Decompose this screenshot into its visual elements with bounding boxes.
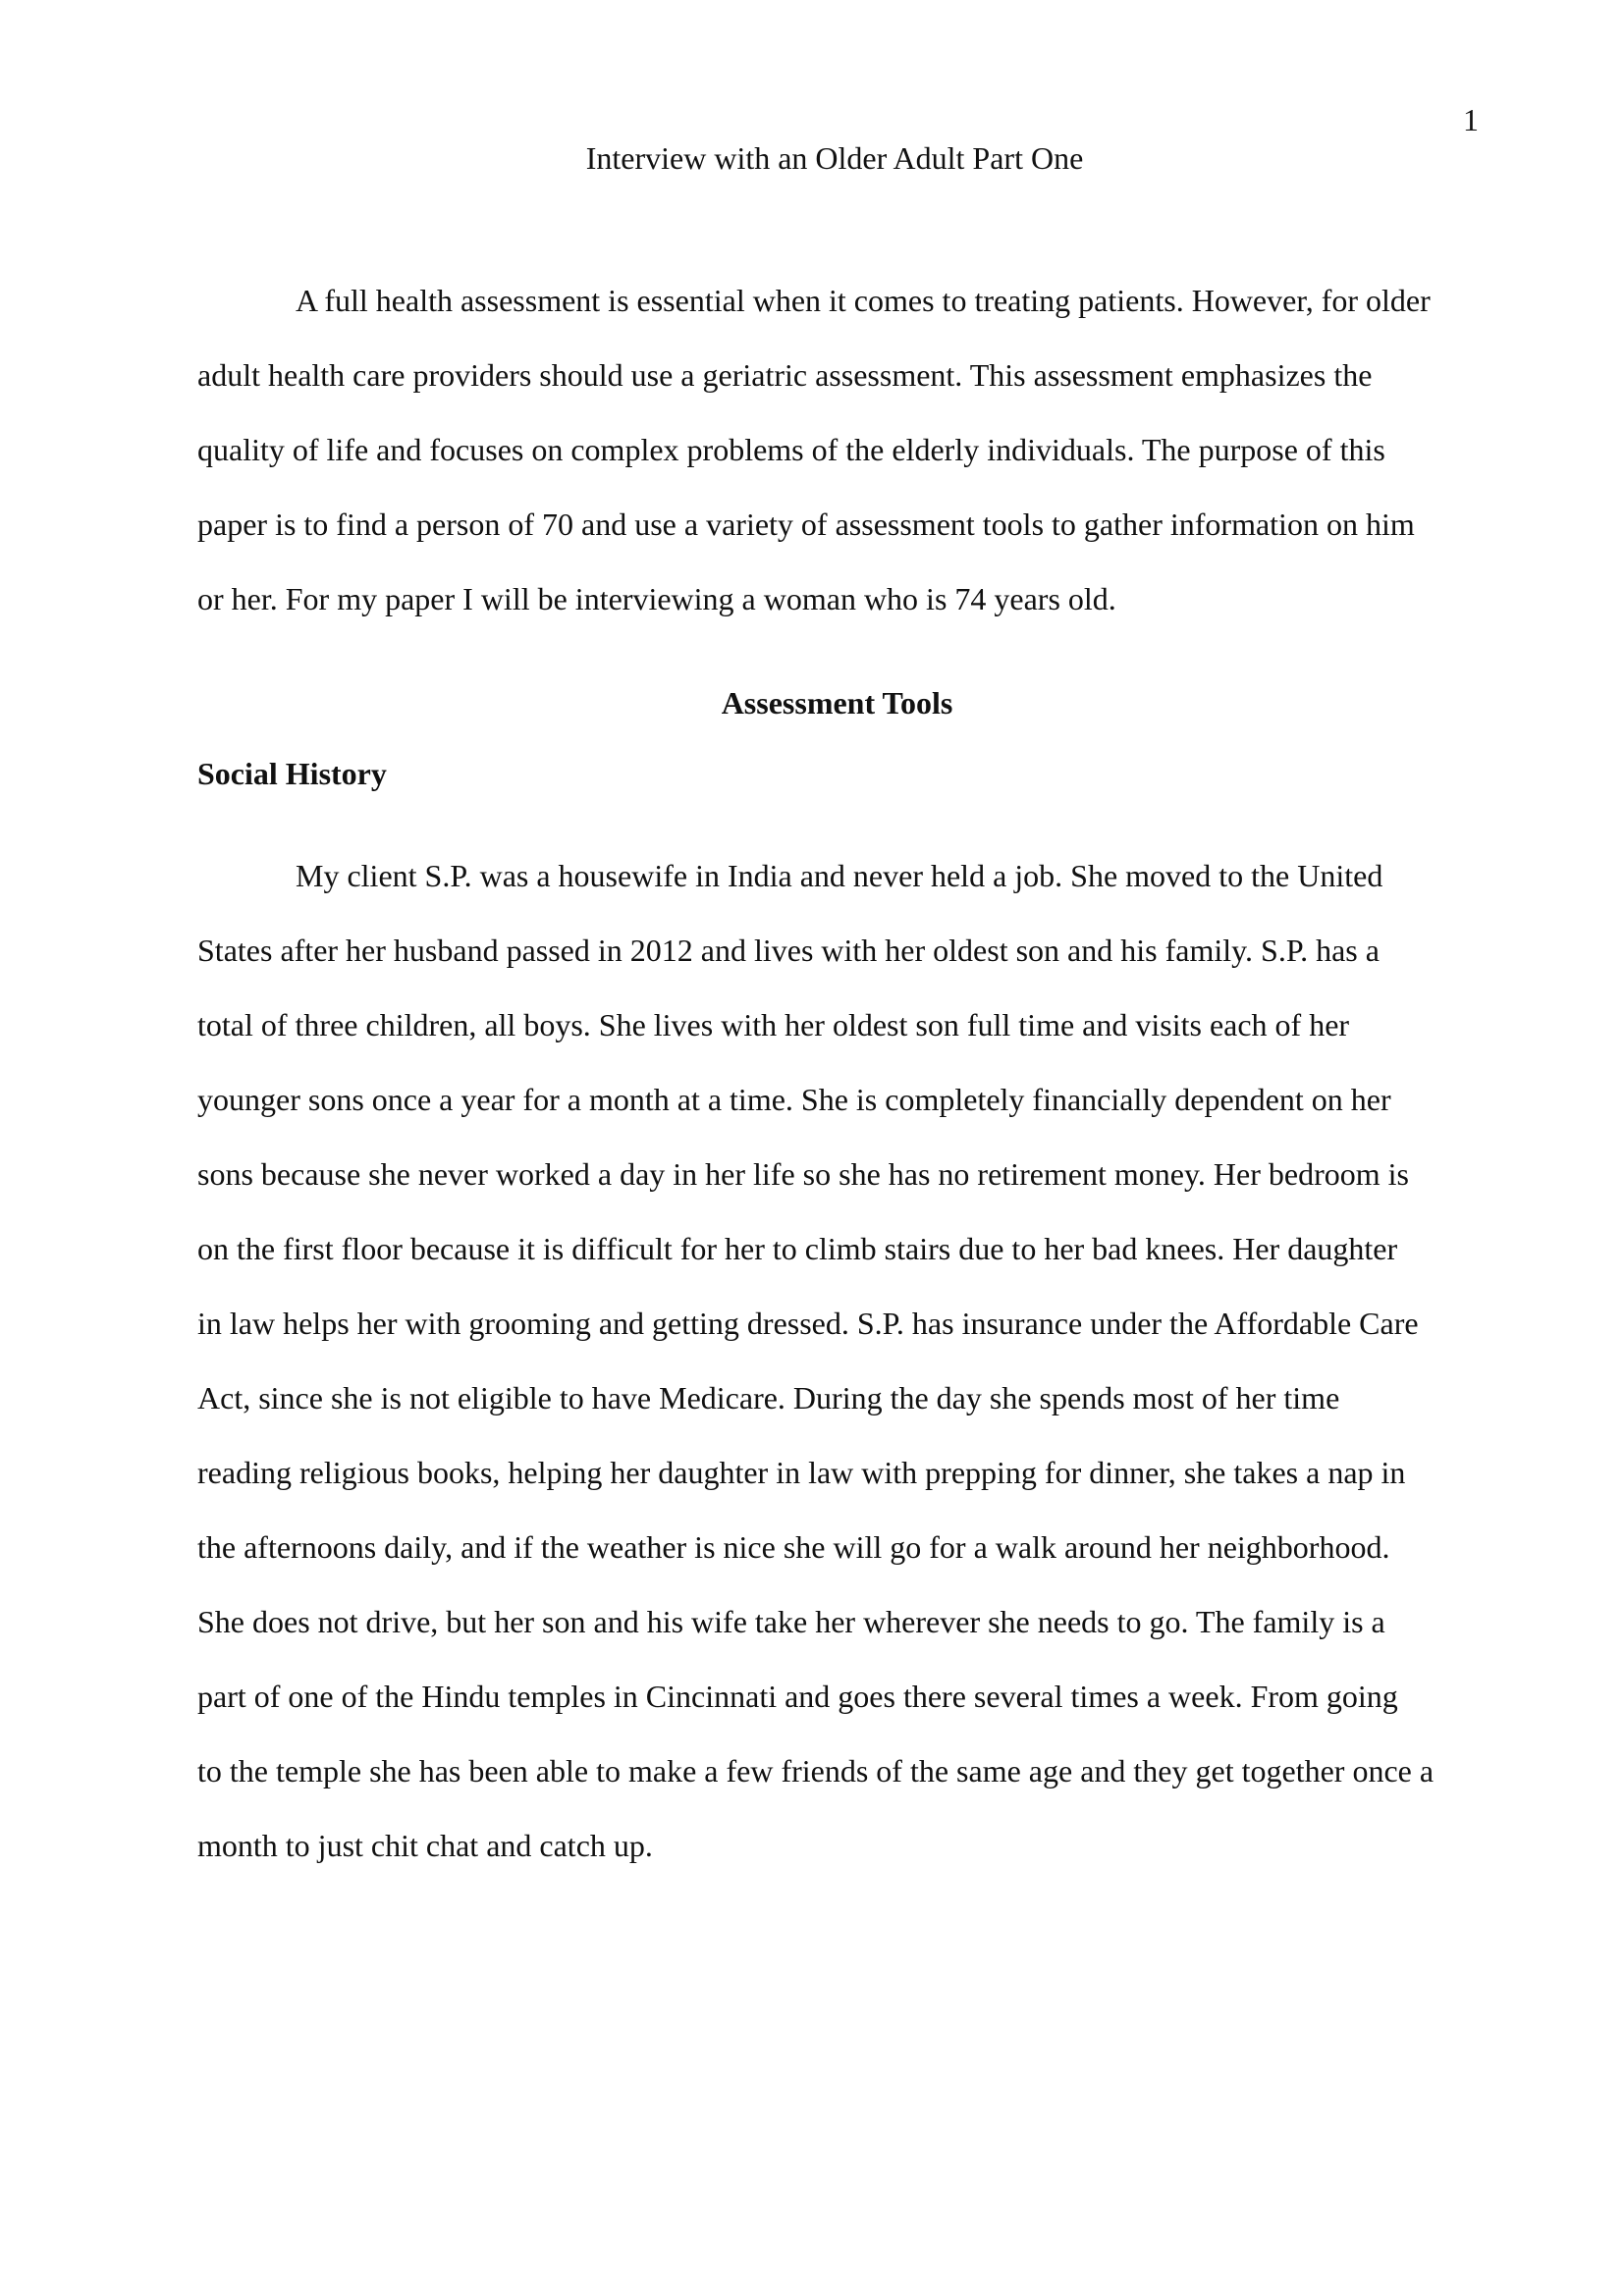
intro-paragraph: [197, 281, 1503, 654]
paragraph-line: adult health care providers should use a geriatric assessment. This assessment emphasizes the: [197, 357, 1373, 393]
paragraph-line: in law helps her with grooming and getting dressed. S.P. has insurance under the Affordable Care: [197, 1306, 1419, 1341]
paragraph-line: paper is to find a person of 70 and use a variety of assessment tools to gather information on him: [197, 507, 1415, 542]
page-number: 1: [1463, 102, 1479, 137]
social-history-paragraph: [197, 856, 1503, 1900]
paragraph-line: part of one of the Hindu temples in Cincinnati and goes there several times a week. From going: [197, 1679, 1398, 1714]
paragraph-line: on the first floor because it is difficult for her to climb stairs due to her bad knees. Her daughter: [197, 1231, 1398, 1266]
paragraph-line: A full health assessment is essential when it comes to treating patients. However, for older: [296, 283, 1431, 318]
paragraph-line: My client S.P. was a housewife in India and never held a job. She moved to the United: [296, 858, 1383, 893]
paragraph-line: to the temple she has been able to make a few friends of the same age and they get together once a: [197, 1753, 1435, 1789]
paragraph-line: quality of life and focuses on complex problems of the elderly individuals. The purpose of this: [197, 432, 1385, 467]
paragraph-line: younger sons once a year for a month at a time. She is completely financially dependent on her: [197, 1082, 1391, 1117]
section-heading: Assessment Tools: [721, 685, 953, 721]
sub-heading: Social History: [197, 756, 387, 791]
paragraph-line: sons because she never worked a day in her life so she has no retirement money. Her bedroom is: [197, 1156, 1409, 1192]
paragraph-line: She does not drive, but her son and his wife take her wherever she needs to go. The family is a: [197, 1604, 1385, 1639]
paragraph-line: Act, since she is not eligible to have Medicare. During the day she spends most of her time: [197, 1380, 1340, 1415]
paragraph-line: reading religious books, helping her daughter in law with prepping for dinner, she takes a nap in: [197, 1455, 1406, 1490]
paragraph-line: States after her husband passed in 2012 and lives with her oldest son and his family. S.P. has a: [197, 933, 1380, 968]
paragraph-line: the afternoons daily, and if the weather is nice she will go for a walk around her neighborhood.: [197, 1529, 1390, 1565]
paper-title: Interview with an Older Adult Part One: [585, 140, 1084, 176]
paragraph-line: total of three children, all boys. She lives with her oldest son full time and visits each of her: [197, 1007, 1350, 1042]
paragraph-line: month to just chit chat and catch up.: [197, 1828, 653, 1863]
paragraph-line: or her. For my paper I will be interviewing a woman who is 74 years old.: [197, 581, 1116, 616]
